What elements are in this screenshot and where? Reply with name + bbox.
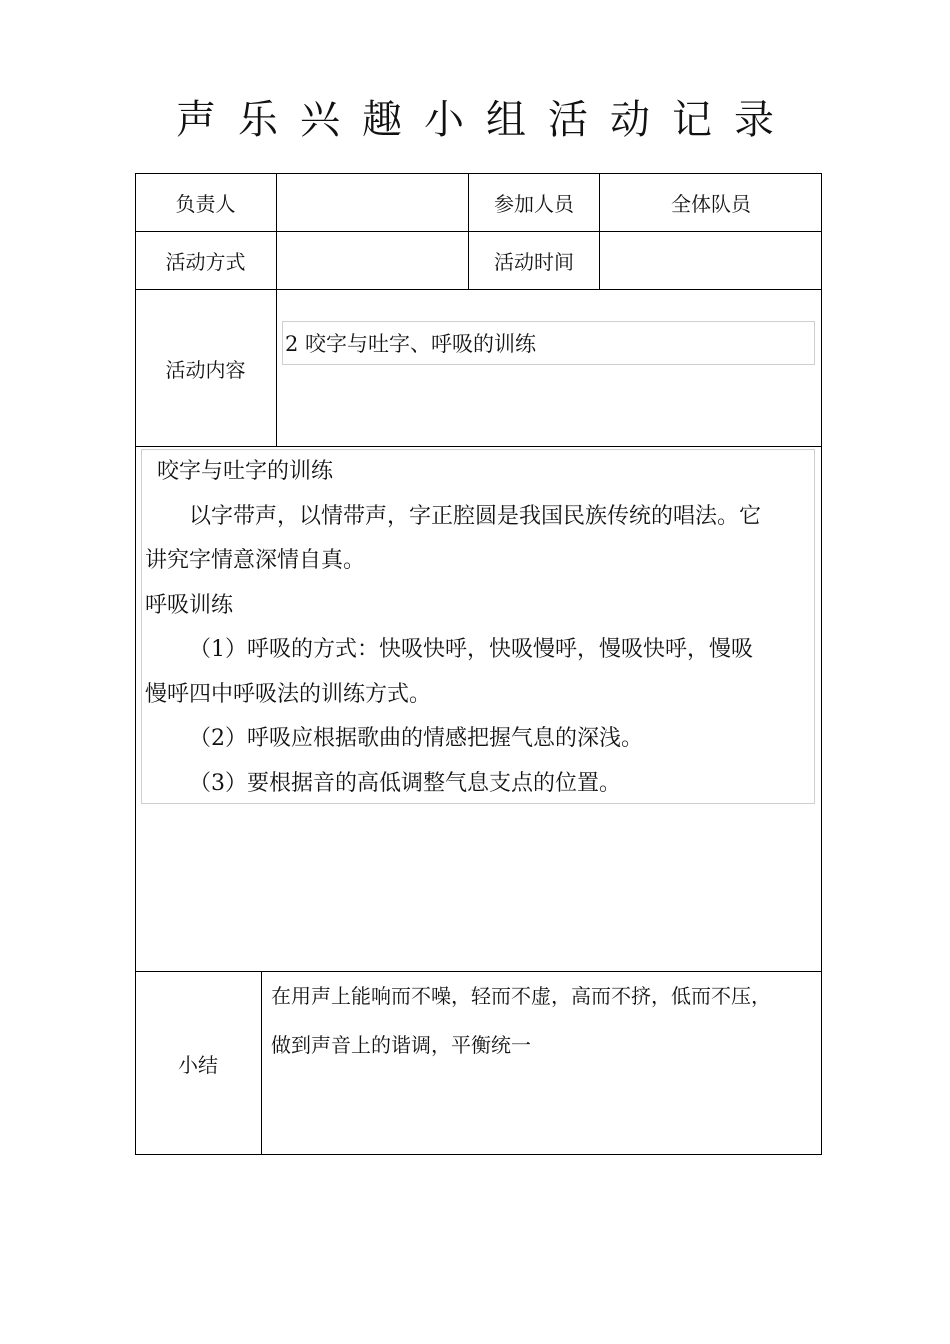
body-line: 以字带声，以情带声，字正腔圆是我国民族传统的唱法。它 (189, 504, 762, 529)
body-line: 慢呼四中呼吸法的训练方式。 (145, 682, 432, 707)
responsible-value (277, 173, 468, 231)
responsible-label: 负责人 (175, 191, 236, 216)
row-divider (135, 446, 822, 447)
body-line: 讲究字情意深情自真。 (145, 548, 366, 573)
summary-line: 在用声上能响而不噪，轻而不虚，高而不挤，低而不压， (271, 984, 771, 1008)
participants-label: 参加人员 (494, 191, 574, 216)
content-label: 活动内容 (165, 357, 246, 382)
summary-line: 做到声音上的谐调，平衡统一 (271, 1033, 531, 1057)
time-label: 活动时间 (494, 250, 574, 274)
summary-label: 小结 (178, 1053, 218, 1077)
body-line: （2）呼吸应根据歌曲的情感把握气息的深浅。 (189, 726, 643, 751)
content-value: 2 咬字与吐字、呼吸的训练 (282, 321, 815, 365)
page-title: 声乐兴趣小组活动记录 (176, 97, 796, 143)
method-label: 活动方式 (165, 250, 246, 274)
body-line: （3）要根据音的高低调整气息支点的位置。 (189, 771, 621, 796)
body-line: 呼吸训练 (145, 593, 234, 618)
body-line: （1）呼吸的方式：快吸快呼，快吸慢呼，慢吸快呼，慢吸 (189, 637, 753, 662)
body-line: 咬字与吐字的训练 (157, 459, 334, 484)
participants-value: 全体队员 (671, 191, 751, 216)
time-value (600, 232, 822, 289)
method-value (277, 232, 468, 289)
column-divider (261, 971, 262, 1155)
